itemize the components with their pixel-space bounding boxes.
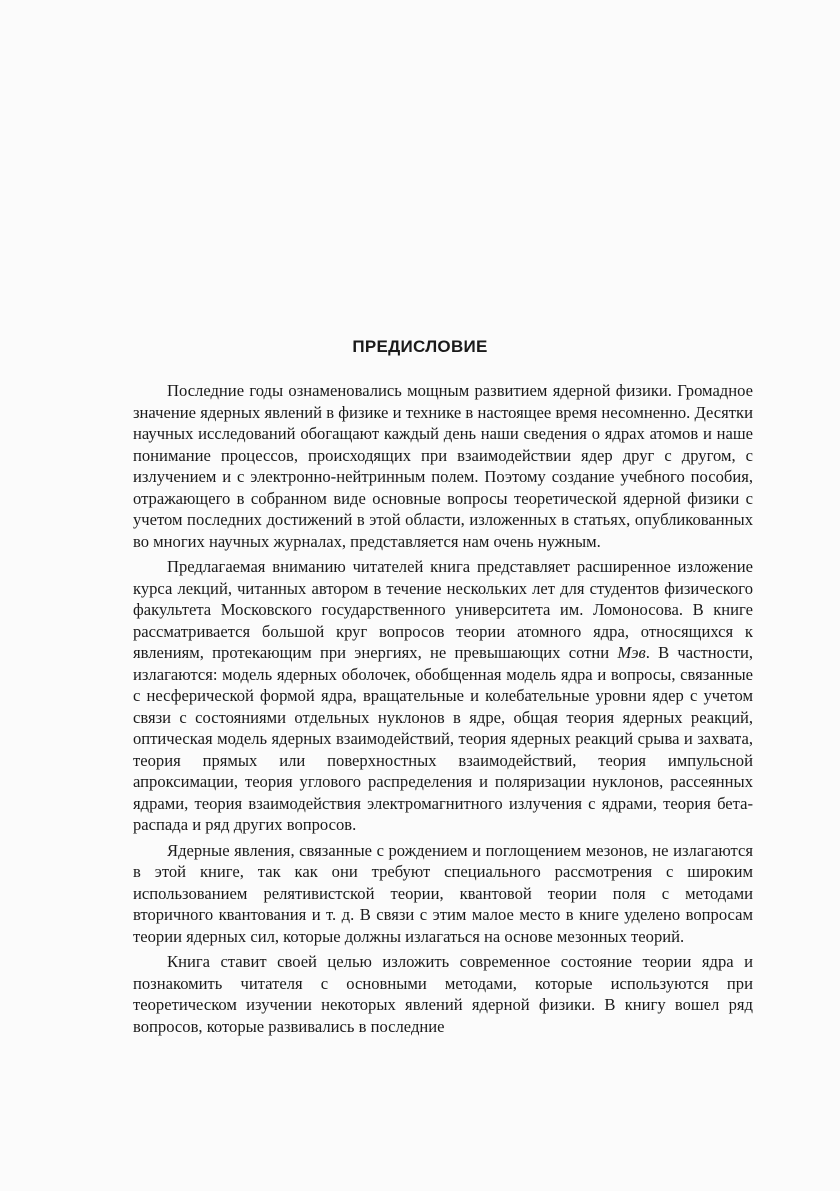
paragraph-2-after: . В частности, излагаются: модель ядерных оболочек, обобщенная модель ядра и вопросы, связанные с несферической формой ядра, вращательные и колебательные уровни ядер с учетом связи с состояниями отдельных нуклонов в ядре, общая теория ядерных реакций, оптическая модель ядерных взаимодействий, теория ядерных реакций срыва и захвата, теория прямых или поверхностных взаимодействий, теория импульсной апроксимации, теория углового распределения и поляризации нуклонов, рассеянных ядрами, теория взаимодействия электромагнитного излучения с ядрами, теория бета-распада и ряд других вопросов. <box>133 643 754 834</box>
paragraph-3: Ядерные явления, связанные с рождением и поглощением мезонов, не излагаются в этой книге, так как они требуют специального рассмотрения с широким использованием релятивистской теории, квантовой теории поля с методами вторичного квантования и т. д. В связи с этим малое место в книге уделено вопросам теории ядерных сил, которые должны излагаться на основе мезонных теорий. <box>133 840 753 946</box>
page-title: ПРЕДИСЛОВИЕ <box>352 337 488 356</box>
preface-body <box>133 380 753 1041</box>
paragraph-4: Книга ставит своей целью изложить современное состояние теории ядра и познакомить читателя с основными методами, которые используются при теоретическом изучении некоторых явлений ядерной физики. В книгу вошел ряд вопросов, которые развивались в последние <box>133 952 753 1036</box>
paragraph-2-before: Предлагаемая вниманию читателей книга представляет расширенное изложение курса лекций, читанных автором в течение нескольких лет для студентов физического факультета Московского государственного университета им. Ломоносова. В книге рассматривается большой круг вопросов теории атомного ядра, относящихся к явлениям, протекающим при энергиях, не превышающих сотни <box>133 557 753 662</box>
paragraph-1: Последние годы ознаменовались мощным развитием ядерной физики. Громадное значение ядерных явлений в физике и технике в настоящее время несомненно. Десятки научных исследований обогащают каждый день наши сведения о ядрах атомов и наше понимание процессов, происходящих при взаимодействии ядер друг с другом, с излучением и с электронно-нейтринным полем. Поэтому создание учебного пособия, отражающего в собранном виде основные вопросы теоретической ядерной физики с учетом последних достижений в этой области, изложенных в статьях, опубликованных во многих научных журналах, представляется нам очень нужным. <box>133 381 753 551</box>
energy-unit: Мэв <box>617 643 646 662</box>
paragraph-2 <box>133 556 753 836</box>
